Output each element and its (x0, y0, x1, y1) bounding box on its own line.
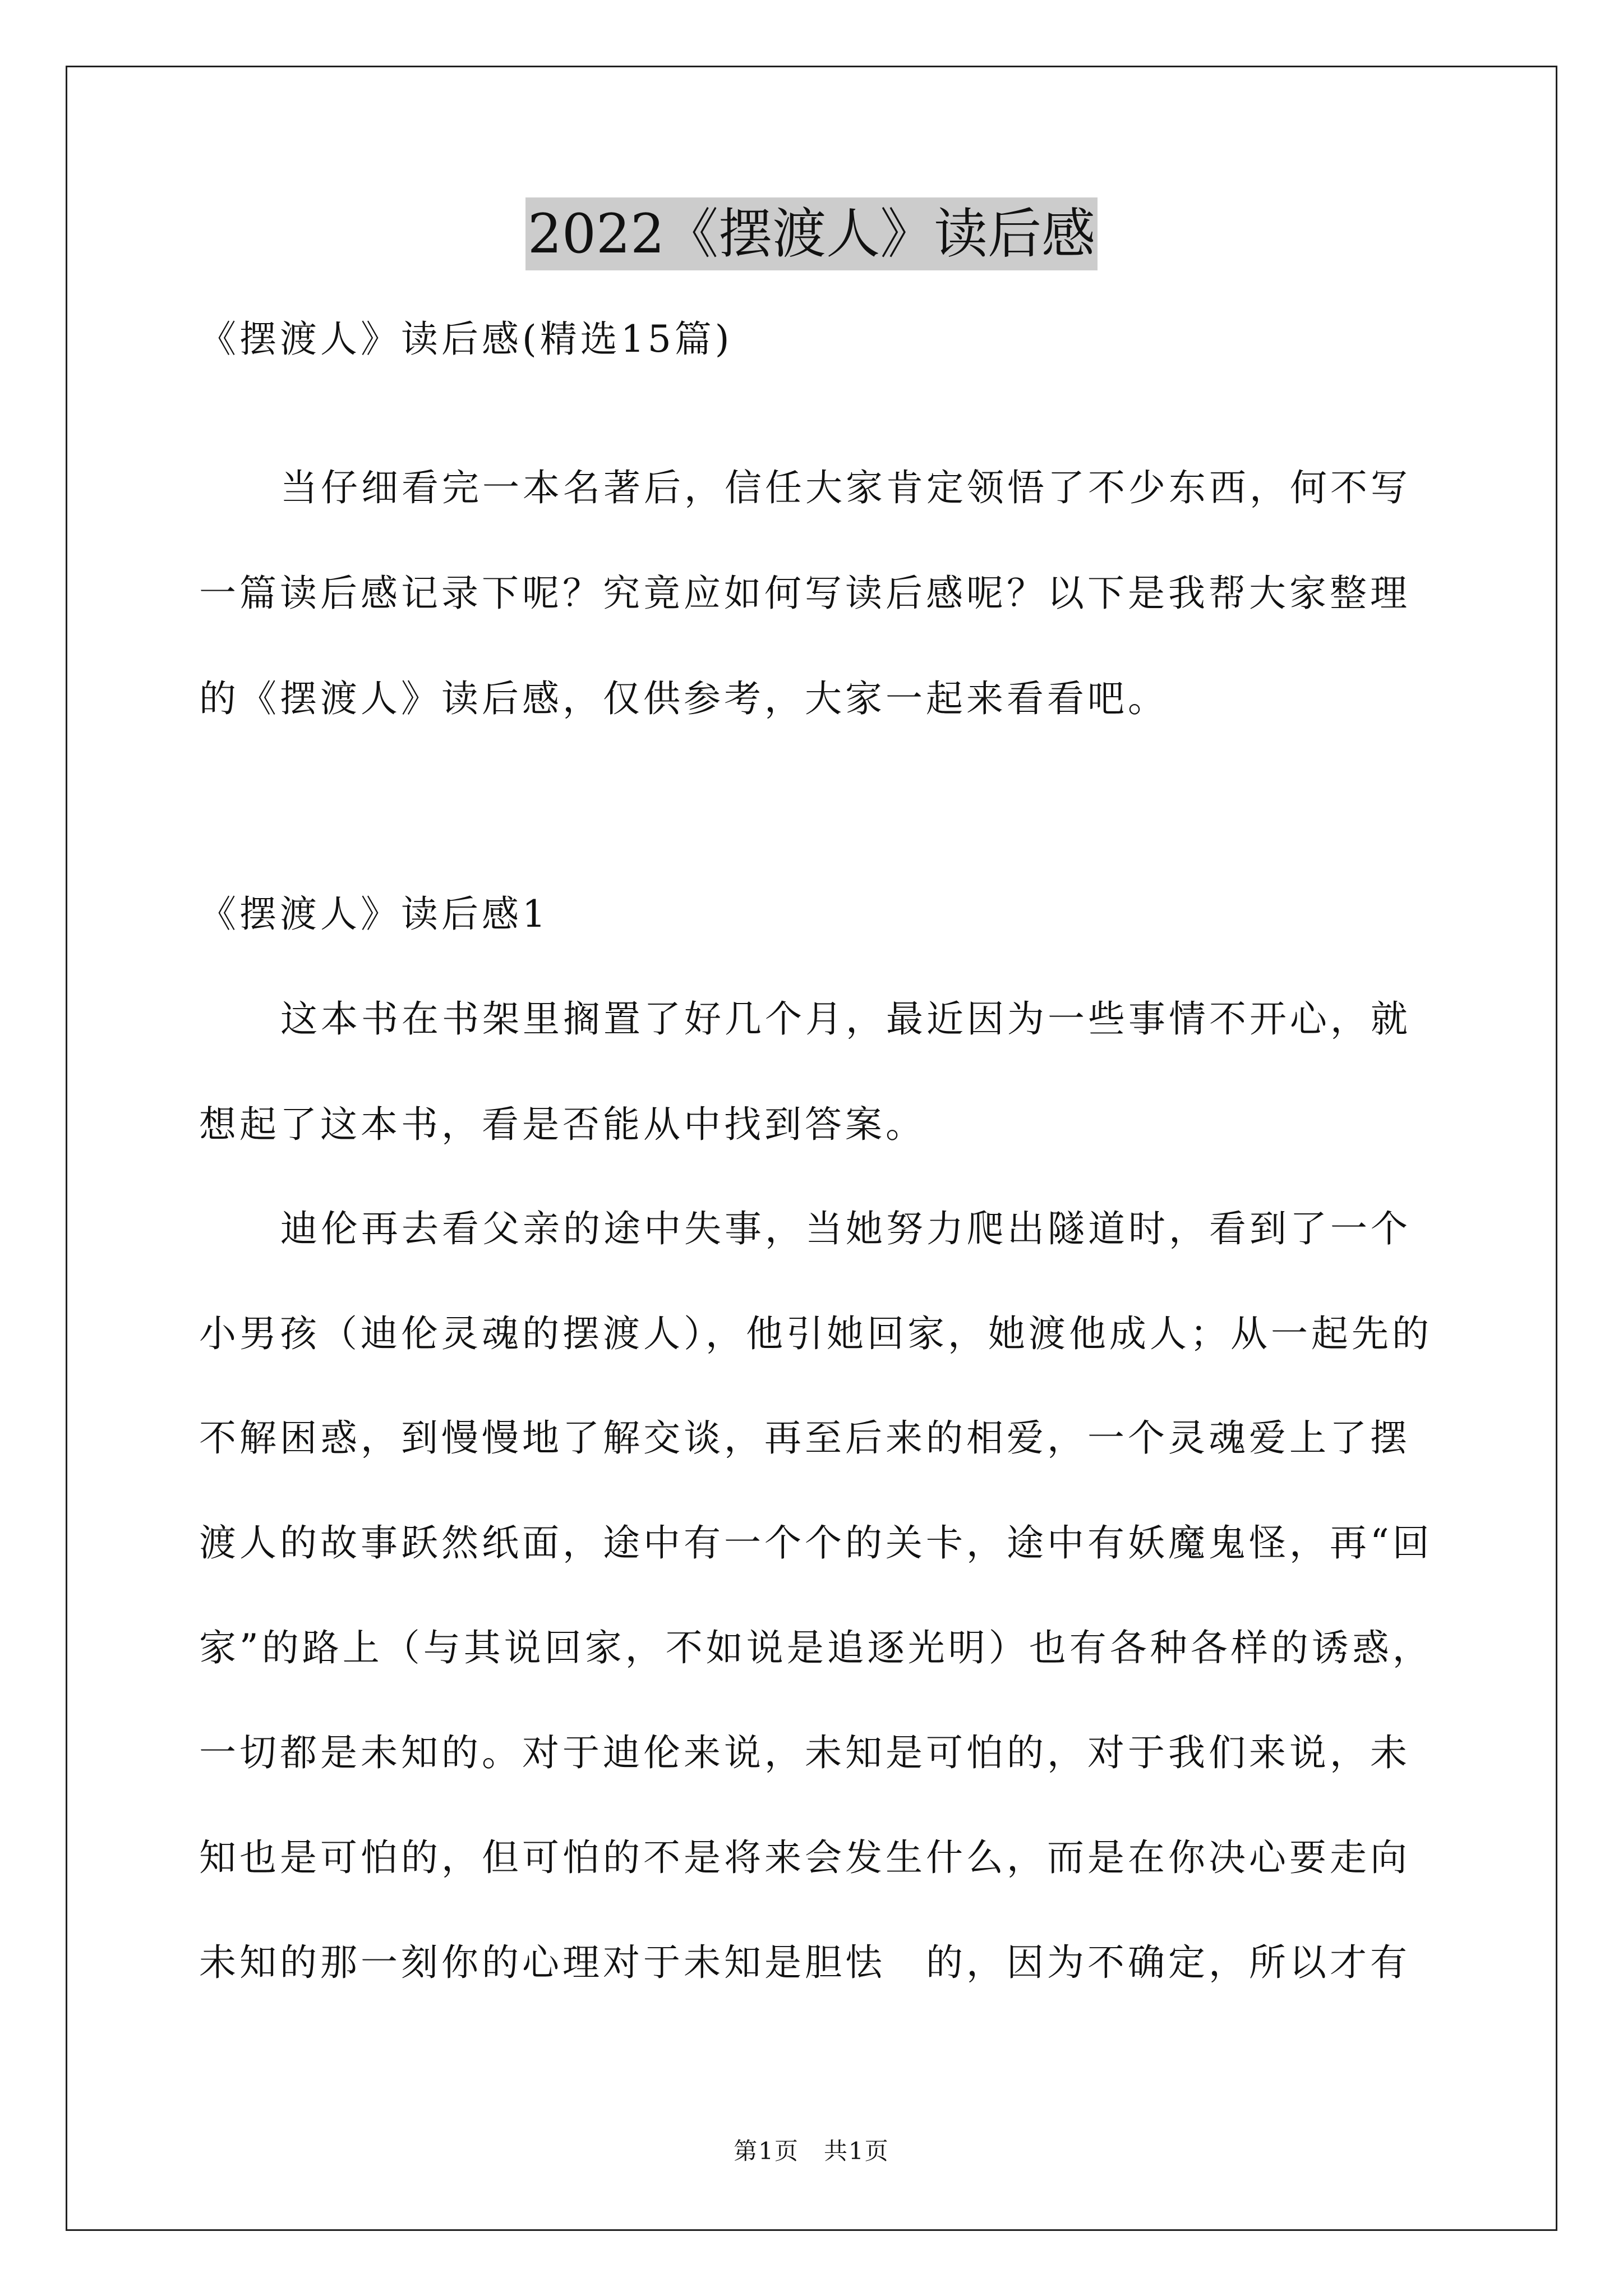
paragraph-line: 家”的路上（与其说回家，不如说是追逐光明）也有各种各样的诱惑， (199, 1626, 1433, 1669)
paragraph-line: 不解困惑，到慢慢地了解交谈，再至后来的相爱，一个灵魂爱上了摆 (199, 1416, 1410, 1460)
paragraph-line: 想起了这本书，看是否能从中找到答案。 (199, 1103, 926, 1146)
paragraph-line: 渡人的故事跃然纸面，途中有一个个的关卡，途中有妖魔鬼怪，再“回 (199, 1521, 1433, 1565)
paragraph-line: 知也是可怕的，但可怕的不是将来会发生什么，而是在你决心要走向 (199, 1836, 1410, 1879)
intro-line: 一篇读后感记录下呢？究竟应如何写读后感呢？以下是我帮大家整理 (199, 572, 1410, 615)
section-heading: 《摆渡人》读后感1 (199, 892, 549, 936)
title-container (0, 197, 1623, 270)
paragraph-line: 一切都是未知的。对于迪伦来说，未知是可怕的，对于我们来说，未 (199, 1731, 1410, 1774)
intro-line: 的《摆渡人》读后感，仅供参考，大家一起来看看吧。 (199, 677, 1168, 720)
paragraph-line: 这本书在书架里搁置了好几个月，最近因为一些事情不开心，就 (280, 997, 1411, 1041)
document-title: 2022《摆渡人》读后感 (525, 197, 1098, 270)
paragraph-line: 小男孩（迪伦灵魂的摆渡人），他引她回家，她渡他成人；从一起先的 (199, 1312, 1432, 1355)
paragraph-line: 未知的那一刻你的心理对于未知是胆怯 的，因为不确定，所以才有 (199, 1941, 1410, 1984)
document-subtitle: 《摆渡人》读后感(精选15篇) (199, 318, 733, 361)
paragraph-line: 迪伦再去看父亲的途中失事，当她努力爬出隧道时，看到了一个 (280, 1207, 1411, 1250)
page-footer: 第1页 共1页 (734, 2137, 889, 2165)
intro-line: 当仔细看完一本名著后，信任大家肯定领悟了不少东西，何不写 (280, 466, 1411, 509)
